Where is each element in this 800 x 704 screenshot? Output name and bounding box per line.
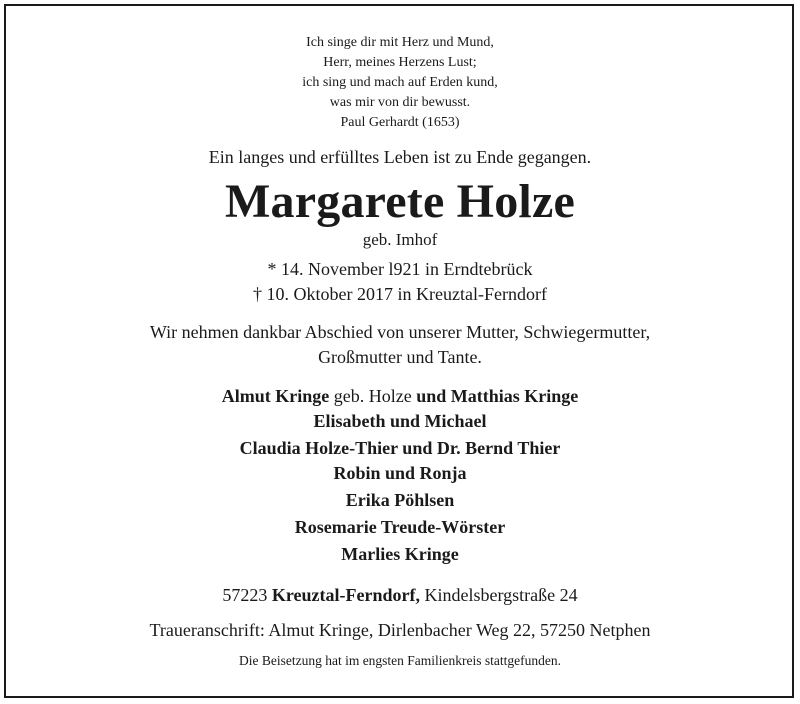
poem <box>0 33 800 133</box>
intro-text: Ein langes und erfülltes Leben ist zu Ende gegangen. <box>208 147 592 167</box>
mourners-list <box>0 384 800 567</box>
poem-line: Herr, meines Herzens Lust; <box>323 55 477 70</box>
mourner-row: Claudia Holze-Thier und Dr. Bernd Thier <box>239 438 561 458</box>
mourner-row: Erika Pöhlsen <box>345 490 455 510</box>
poem-attribution: Paul Gerhardt (1653) <box>340 115 460 130</box>
street-name: Kindelsbergstraße 24 <box>419 585 578 605</box>
poem-line: was mir von dir bewusst. <box>329 95 471 110</box>
mourner-maiden: geb. Holze <box>329 386 417 406</box>
mourning-address: Traueranschrift: Almut Kringe, Dirlenbacher Weg 22, 57250 Netphen <box>149 620 651 640</box>
birth-date: * 14. November l921 in Erndtebrück <box>267 259 533 279</box>
address-block <box>0 583 800 643</box>
mourner-row: Marlies Kringe <box>341 544 459 564</box>
residence-line <box>0 583 800 608</box>
farewell-line: Wir nehmen dankbar Abschied von unserer Mutter, Schwiegermutter, <box>149 322 651 342</box>
mourner-row: Rosemarie Treude-Wörster <box>294 517 506 537</box>
death-date: † 10. Oktober 2017 in Kreuztal-Ferndorf <box>253 284 547 304</box>
farewell-text <box>0 320 800 370</box>
maiden-name: geb. Imhof <box>362 230 438 249</box>
town-name: Kreuztal-Ferndorf, <box>271 585 420 605</box>
mourner-row: Robin und Ronja <box>333 463 467 483</box>
postal-code: 57223 <box>222 585 272 605</box>
mourner-row: Elisabeth und Michael <box>313 411 487 431</box>
poem-line: ich sing und mach auf Erden kund, <box>302 75 498 90</box>
mourner-row <box>0 384 800 409</box>
life-dates <box>0 257 800 307</box>
deceased-name: Margarete Holze <box>225 175 575 228</box>
mourner-name: Almut Kringe <box>221 386 330 406</box>
mourner-name: und Matthias Kringe <box>416 386 579 406</box>
poem-line: Ich singe dir mit Herz und Mund, <box>306 35 494 50</box>
farewell-line: Großmutter und Tante. <box>318 347 482 367</box>
burial-note: Die Beisetzung hat im engsten Familienkreis stattgefunden. <box>238 653 562 668</box>
